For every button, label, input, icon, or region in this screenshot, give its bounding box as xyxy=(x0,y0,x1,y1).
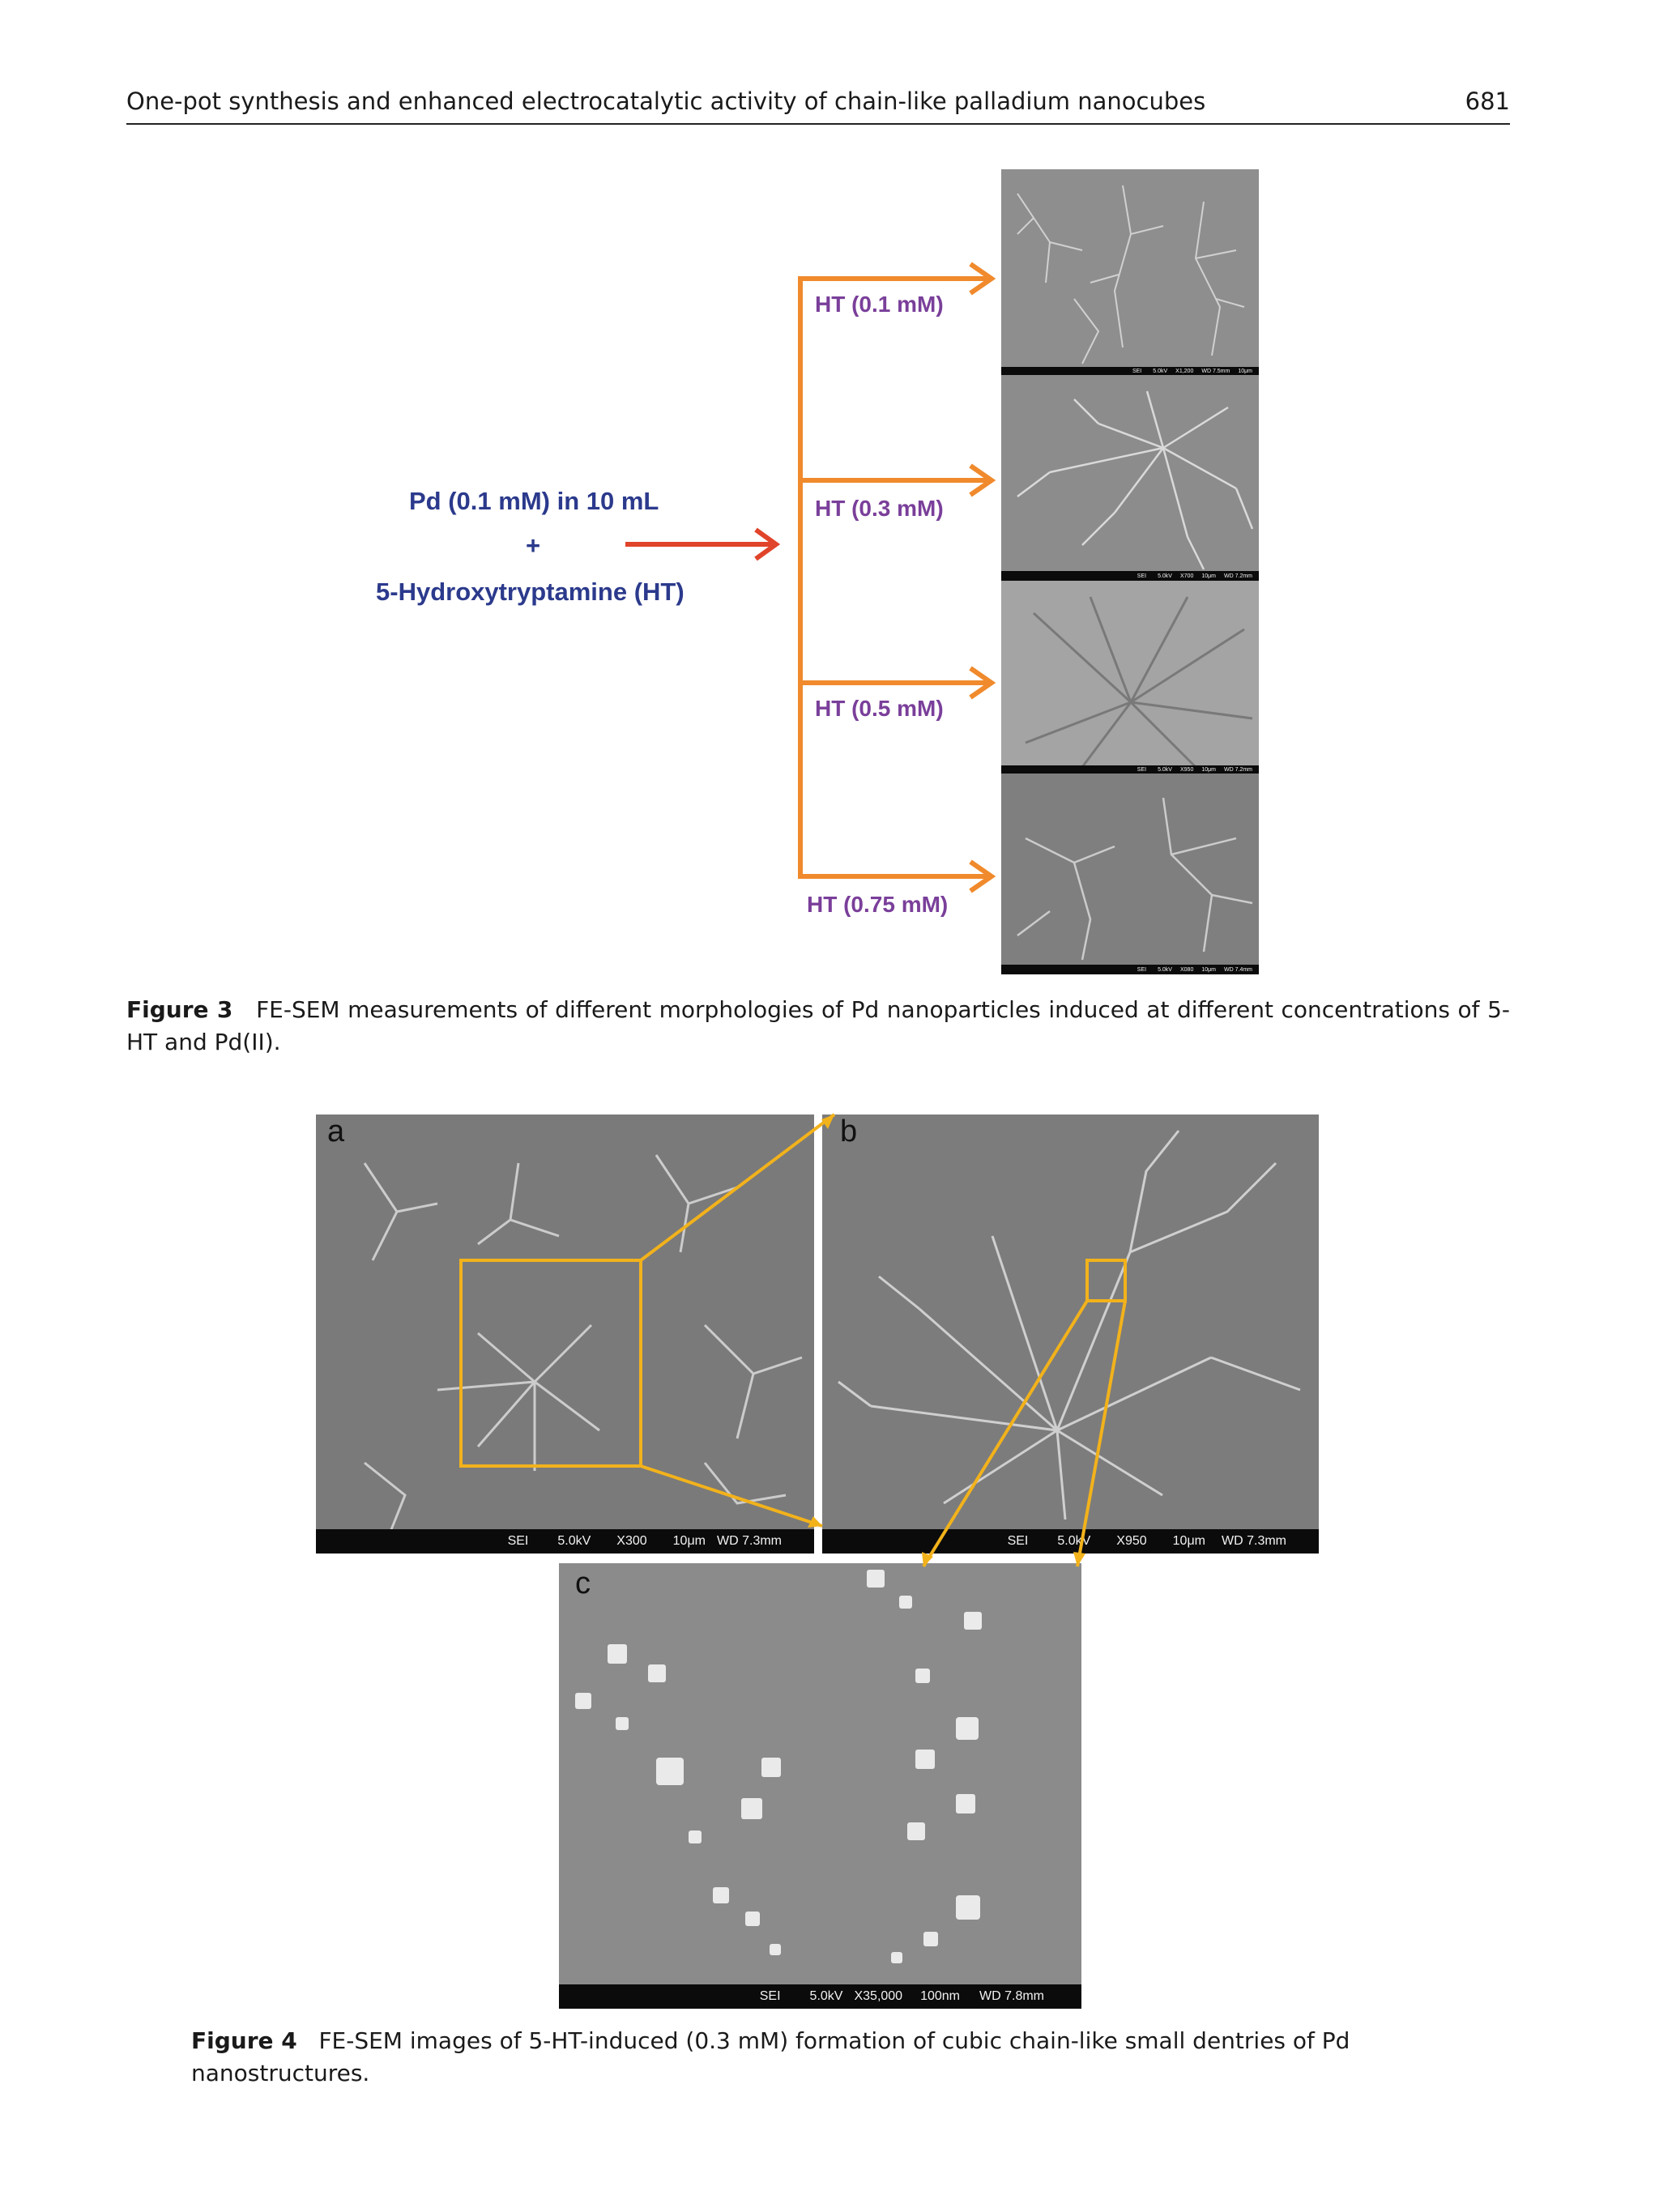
figure-4-caption-label: Figure 4 xyxy=(191,2027,297,2054)
scale-text: SEI xyxy=(1007,1534,1029,1548)
scale-bar xyxy=(1001,765,1259,774)
scale-text: SEI xyxy=(1137,766,1147,773)
dendrite-texture xyxy=(1001,169,1259,375)
sem-image-ht-0-5mm xyxy=(1001,581,1259,774)
scale-text: 10μm xyxy=(1238,368,1252,374)
scale-text: SEI xyxy=(1137,573,1147,579)
panel-letter-a: a xyxy=(327,1115,345,1149)
branch-tree xyxy=(798,264,992,891)
scale-text: 10μm xyxy=(1201,966,1216,973)
scale-text: 5.0kV xyxy=(1158,573,1172,579)
branch-label-0-75mm: HT (0.75 mM) xyxy=(807,892,949,917)
figure-4-caption-text: FE-SEM images of 5-HT-induced (0.3 mM) formation of cubic chain-like small dentries of Pd nanostructures. xyxy=(191,2027,1350,2086)
scale-text: X950 xyxy=(1179,766,1194,773)
scale-text: 10μm xyxy=(1201,573,1216,579)
sem-image-ht-0-75mm xyxy=(1001,774,1259,974)
panel-letter-c: c xyxy=(575,1566,591,1600)
page-number: 681 xyxy=(1465,87,1510,115)
scale-text: 100nm xyxy=(920,1989,960,2003)
scale-text: X700 xyxy=(1179,573,1194,579)
dendrite-texture xyxy=(1001,375,1259,581)
scale-text: X950 xyxy=(1116,1534,1147,1548)
zoom-box-b xyxy=(1087,1260,1125,1301)
scale-text: X1,200 xyxy=(1175,368,1194,374)
figure-3 xyxy=(0,0,1659,1069)
scale-text: 10μm xyxy=(1172,1534,1205,1548)
scale-text: 5.0kV xyxy=(1158,966,1172,973)
figure-3-caption-text: FE-SEM measurements of different morphologies of Pd nanoparticles induced at different concentrations of 5-HT and Pd(II). xyxy=(126,996,1510,1055)
scale-text: 10μm xyxy=(1201,766,1216,773)
scale-text: SEI xyxy=(1137,966,1147,973)
scale-text: WD 7.5mm xyxy=(1201,368,1230,374)
scale-text: X300 xyxy=(616,1534,647,1548)
scale-text: WD 7.2mm xyxy=(1224,573,1252,579)
scale-text: X080 xyxy=(1179,966,1194,973)
scale-bar xyxy=(1001,965,1259,974)
figure-4 xyxy=(0,1102,1659,2086)
panel-letter-b: b xyxy=(840,1115,858,1149)
sem-image-ht-0-1mm xyxy=(1001,169,1259,375)
scale-text: WD 7.8mm xyxy=(979,1989,1044,2003)
zoom-overlay xyxy=(0,1102,1659,2073)
zoom-box-a xyxy=(461,1260,641,1466)
scale-text: 5.0kV xyxy=(1153,368,1168,374)
figure-4-caption xyxy=(191,2025,1487,2090)
dendrite-texture xyxy=(1001,774,1259,974)
scale-text: 10μm xyxy=(672,1534,706,1548)
scale-text: 5.0kV xyxy=(557,1534,591,1548)
running-header-title: One-pot synthesis and enhanced electrocatalytic activity of chain-like palladium nanocubes xyxy=(126,87,1206,115)
precursor-line-1: Pd (0.1 mM) in 10 mL xyxy=(409,487,659,515)
branch-label-0-3mm: HT (0.3 mM) xyxy=(815,496,944,521)
precursor-line-2: 5-Hydroxytryptamine (HT) xyxy=(376,578,684,606)
scale-text: WD 7.2mm xyxy=(1224,766,1252,773)
dendrite-texture xyxy=(1001,581,1259,774)
branch-label-0-1mm: HT (0.1 mM) xyxy=(815,292,944,317)
figure-3-caption-label: Figure 3 xyxy=(126,996,233,1023)
scale-text: 5.0kV xyxy=(809,1989,843,2003)
scale-text: 5.0kV xyxy=(1158,766,1172,773)
precursor-plus: + xyxy=(526,531,541,560)
scale-text: 5.0kV xyxy=(1057,1534,1091,1548)
scale-text: SEI xyxy=(507,1534,529,1548)
scale-text: WD 7.4mm xyxy=(1224,966,1252,973)
reaction-arrow xyxy=(625,530,776,559)
scale-text: SEI xyxy=(759,1989,781,2003)
figure-3-caption xyxy=(126,994,1510,1059)
scale-text: SEI xyxy=(1132,368,1142,374)
scale-bar xyxy=(1001,367,1259,375)
scale-text: WD 7.3mm xyxy=(717,1534,782,1548)
branch-label-0-5mm: HT (0.5 mM) xyxy=(815,696,944,721)
sem-image-ht-0-3mm xyxy=(1001,375,1259,581)
scale-text: X35,000 xyxy=(854,1989,903,2003)
scale-text: WD 7.3mm xyxy=(1222,1534,1286,1548)
scale-bar xyxy=(1001,571,1259,581)
